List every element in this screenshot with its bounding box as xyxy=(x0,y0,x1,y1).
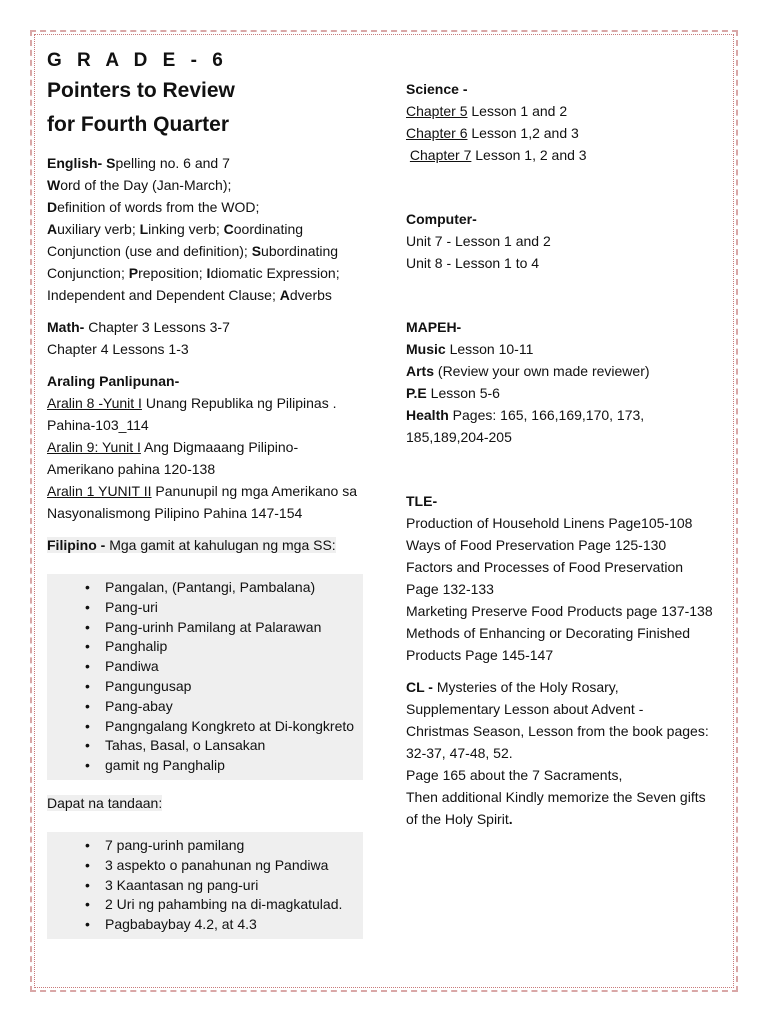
tle-label: TLE- xyxy=(406,493,438,509)
tle-section: TLE- Production of Household Linens Page105-108 Ways of Food Preservation Page 125-130 Factors and Processes of Food Preservation Page 132-133 Marketing Preserve Food Products page 137-138 Methods of Enhancing or Decorating Finished Products Page 145-147 xyxy=(406,493,713,663)
list-item: • Pangungusap xyxy=(85,677,363,697)
computer-label: Computer- xyxy=(406,211,477,227)
list-item: • Pandiwa xyxy=(85,657,363,677)
list-item: • 3 Kaantasan ng pang-uri xyxy=(85,876,363,896)
computer-section: Computer- Unit 7 - Lesson 1 and 2 Unit 8 - Lesson 1 to 4 xyxy=(406,211,551,271)
list-item: • gamit ng Panghalip xyxy=(85,756,363,776)
page-title-line1: Pointers to Review xyxy=(47,79,235,102)
chapter-6-link[interactable]: Chapter 6 xyxy=(406,125,468,141)
math-section: Math- Chapter 3 Lessons 3-7 Chapter 4 Lessons 1-3 xyxy=(47,319,230,357)
page-title-line2: for Fourth Quarter xyxy=(47,113,229,136)
chapter-5-link[interactable]: Chapter 5 xyxy=(406,103,468,119)
list-item: • Pang-uri xyxy=(85,598,363,618)
list-item: • Pangngalang Kongkreto at Di-kongkreto xyxy=(85,717,363,737)
science-section: Science - Chapter 5 Lesson 1 and 2 Chapter 6 Lesson 1,2 and 3 Chapter 7 Lesson 1, 2 and 3 xyxy=(406,81,587,163)
grade-heading: G R A D E - 6 xyxy=(47,50,228,71)
aralin-8-link[interactable]: Aralin 8 -Yunit I xyxy=(47,395,142,411)
list-item: • Pangalan, (Pantangi, Pambalana) xyxy=(85,578,363,598)
list-item: • Pang-abay xyxy=(85,697,363,717)
math-label: Math- xyxy=(47,319,85,335)
list-item: • Panghalip xyxy=(85,637,363,657)
araling-panlipunan-section: Araling Panlipunan- Aralin 8 -Yunit I Unang Republika ng Pilipinas . Pahina-103_114 Aralin 9: Yunit I Ang Digmaaang Pilipino- Amerikano pahina 120-138 Aralin 1 YUNIT II Panunupil ng mga Amerikano sa Nasyonalismong Pilipino Pahina 147-154 xyxy=(47,373,357,521)
list-item: • 3 aspekto o panahunan ng Pandiwa xyxy=(85,856,363,876)
cl-label: CL - xyxy=(406,679,433,695)
mapeh-label: MAPEH- xyxy=(406,319,462,335)
english-section: English- Spelling no. 6 and 7 Word of the Day (Jan-March); Definition of words from the WOD; Auxiliary verb; Linking verb; Coordinating Conjunction (use and definition); Subordinating Conjunction; Preposition; Idiomatic Expression; Independent and Dependent Clause; Adverbs xyxy=(47,155,340,303)
dapat-label: Dapat na tandaan: xyxy=(47,794,163,811)
list-item: • Pang-urinh Pamilang at Palarawan xyxy=(85,618,363,638)
left-column xyxy=(47,48,365,951)
filipino-section: Filipino - Mga gamit at kahulugan ng mga SS: • Pangalan, (Pantangi, Pambalana) • Pang-uri • Pang-urinh Pamilang at Palarawan • Panghalip • Pandiwa • Pangungusap • Pang-abay • Pangngalang Kongkreto at Di-kongkreto • Tahas, Basal, o Lansakan • gamit ng Panghalip Dapat na tandaan: • 7 pang-urinh pamilang • 3 aspekto o panahunan ng Pandiwa • 3 Kaantasan ng pang-uri • 2 Uri ng pahambing na di-magkatulad. • Pagbabaybay 4.2, at 4.3 xyxy=(47,534,365,939)
aralin-9-link[interactable]: Aralin 9: Yunit I xyxy=(47,439,141,455)
aralin-1-link[interactable]: Aralin 1 YUNIT II xyxy=(47,483,152,499)
filipino-label: Filipino - xyxy=(47,537,106,553)
list-item: • 2 Uri ng pahambing na di-magkatulad. xyxy=(85,895,363,915)
filipino-topics-list xyxy=(47,574,363,780)
ap-label: Araling Panlipunan- xyxy=(47,373,180,389)
dapat-list xyxy=(47,832,363,939)
mapeh-section: MAPEH- Music Lesson 10-11 Arts (Review your own made reviewer) P.E Lesson 5-6 Health Pages: 165, 166,169,170, 173, 185,189,204-205 xyxy=(406,319,650,445)
science-label: Science - xyxy=(406,81,468,97)
list-item: • Pagbabaybay 4.2, at 4.3 xyxy=(85,915,363,935)
chapter-7-link[interactable]: Chapter 7 xyxy=(409,147,472,163)
list-item: • Tahas, Basal, o Lansakan xyxy=(85,736,363,756)
right-column xyxy=(406,78,726,830)
english-label: English- xyxy=(47,155,103,171)
cl-section: CL - Mysteries of the Holy Rosary, Supplementary Lesson about Advent - Christmas Season, Lesson from the book pages: 32-37, 47-48, 52. Page 165 about the 7 Sacraments, Then additional Kindly memorize the Seven gifts of the Holy Spirit. xyxy=(406,679,709,827)
list-item: • 7 pang-urinh pamilang xyxy=(85,836,363,856)
